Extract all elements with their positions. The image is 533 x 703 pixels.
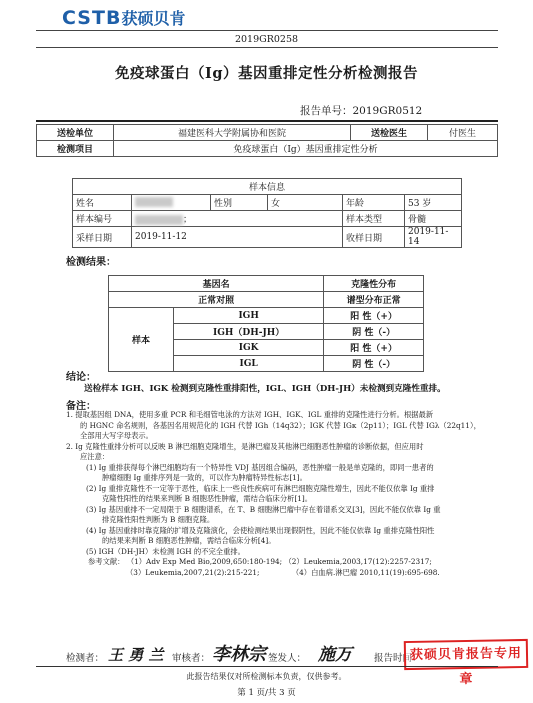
tester-label: 检测者： [66,653,105,664]
footer-rule [36,666,498,667]
item-value: 免疫球蛋白（Ig）基因重排定性分析 [114,141,498,157]
note-line: 2. Ig 克隆性重排分析可以反映 B 淋巴细胞克隆增生，是淋巴瘤及其他淋巴细胞恶性肿瘤的诊断依据，但应用时 [66,441,424,451]
report-stamp: 获硕贝肯报告专用章 [404,639,528,670]
control-value: 谱型分布正常 [324,292,424,308]
item-label: 检测项目 [37,141,114,157]
unit-value: 福建医科大学附属协和医院 [114,125,351,141]
reference-4: （4）白血病.淋巴瘤 2010,11(19):695-698. [291,567,440,577]
gene-cell: IGK [174,340,324,356]
type-value: 骨髓 [405,211,462,227]
document-code: 2019GR0258 [234,34,299,45]
sample-caption: 样本信息 [73,179,462,195]
doctor-value: 付医生 [428,125,498,141]
receive-value: 2019-11-14 [405,227,462,248]
submission-info-table [36,124,498,157]
receive-label: 收样日期 [343,227,405,248]
note-line: 肿瘤细胞 Ig 重排序列是一致的，可以作为肿瘤特异性标志[1]。 [102,473,307,482]
note-line: 的结果来判断 B 细胞恶性肿瘤，需结合临床分析[4]。 [102,536,276,545]
gender-value: 女 [268,195,343,211]
approver-label: 签发人： [268,653,307,664]
gender-label: 性别 [211,195,268,211]
conclusion-heading: 结论： [66,372,96,383]
references-label: 参考文献： [88,557,125,566]
note-line: (1) Ig 重排获得每个淋巴细胞均有一个特异性 VDJ 基因组合编码，恶性肿瘤一般是单克隆的，即同一患者的 [86,462,434,472]
note-line: 1. 提取基因组 DNA，使用多重 PCR 和毛细管电泳的方法对 IGH、IGK、IGL 重排的克隆性进行分析。根据最新 [66,410,434,419]
age-value: 53 岁 [405,195,462,211]
age-label: 年龄 [343,195,405,211]
result-cell: 阳 性（+） [324,308,424,324]
report-title: 免疫球蛋白（Ig）基因重排定性分析检测报告 [115,65,418,82]
company-logo [62,6,202,28]
notes-heading: 备注： [66,401,96,412]
result-cell: 阴 性（-） [324,356,424,372]
redacted-name [135,197,173,207]
name-label: 姓名 [73,195,132,211]
type-label: 样本类型 [343,211,405,227]
note-line: 全部用大写字母表示。 [80,431,153,440]
note-line: (3) Ig 基因重排不一定局限于 B 细胞谱系，在 T、B 细胞淋巴瘤中存在着谱系交叉[3]，因此不能仅依靠 Ig 重 [86,504,441,514]
reference-3: （3）Leukemia,2007,21(2):215-221; [126,567,260,577]
results-heading: 检测结果： [66,257,116,268]
gene-cell: IGL [174,356,324,372]
note-line: 应注意： [80,452,110,461]
note-line: 排克隆性阳性判断为 B 细胞克隆。 [102,515,215,524]
gene-cell: IGH（DH-JH） [174,324,324,340]
control-label: 正常对照 [109,292,324,308]
notes-body [66,410,506,578]
note-line: 克隆性阳性的结果来判断 B 细胞恶性肿瘤，需结合临床分析[1]。 [102,494,313,503]
tester-signature: 王 勇 兰 [108,646,164,664]
approver-signature: 施万 [318,645,352,665]
disclaimer: 此报告结果仅对所检测标本负责，仅供参考。 [186,672,347,681]
header-rule-lower [36,47,498,48]
info-top-rule [36,120,498,122]
header-rule [36,30,498,31]
logo-chinese: 获硕贝肯 [121,9,186,28]
name-value [132,195,211,211]
note-line: 的 HGNC 命名规则，各基因名用规范化的 IGH 代替 IGh（14q32）；IGK 代替 IGκ（2p11）；IGL 代替 IGλ（22q11）， [80,420,481,430]
collect-value: 2019-11-12 [132,227,343,248]
note-line: (5) IGH（DH-JH）未检测 IGH 的不完全重排。 [86,546,245,556]
col-gene-header: 基因名 [109,276,324,292]
reference-1: （1）Adv Exp Med Bio,2009,650:180-194; [126,557,283,566]
id-value [132,211,343,227]
reviewer-signature: 李林宗 [212,644,266,665]
results-table [108,275,424,372]
result-cell: 阴 性（-） [324,324,424,340]
note-line: (2) Ig 重排克隆性不一定等于恶性，临床上一些良性疾病可有淋巴细胞克隆性增生，因此不能仅依靠 Ig 重排 [86,483,435,493]
redacted-id [135,215,183,225]
id-value-text: ； [183,215,193,225]
id-label: 样本编号 [73,211,132,227]
report-time-label: 报告时间： [374,653,422,664]
sample-info-table [72,178,462,248]
result-cell: 阳 性（+） [324,340,424,356]
conclusion-text: 送检样本 IGH、IGK 检测到克隆性重排阳性，IGL、IGH（DH-JH）未检测到克隆性重排。 [84,384,446,394]
doctor-label: 送检医生 [351,125,428,141]
gene-cell: IGH [174,308,324,324]
reviewer-label: 审核者： [172,653,211,664]
col-dist-header: 克隆性分布 [324,276,424,292]
reference-2: （2）Leukemia,2003,17(12):2257-2317; [284,557,432,566]
references-line-2 [66,568,506,579]
references-line-1 [66,557,506,568]
note-line: (4) Ig 基因重排时靠克隆的扩增及克隆演化，会使检测结果出现假阴性，因此不能仅依靠 Ig 重排克隆性阳性 [86,525,435,535]
logo-latin: CSTB [62,7,122,29]
report-number: 报告单号：2019GR0512 [300,105,423,117]
unit-label: 送检单位 [37,125,114,141]
collect-label: 采样日期 [73,227,132,248]
sample-row-label: 样本 [109,308,174,372]
page-number: 第 1 页/共 3 页 [237,688,296,698]
